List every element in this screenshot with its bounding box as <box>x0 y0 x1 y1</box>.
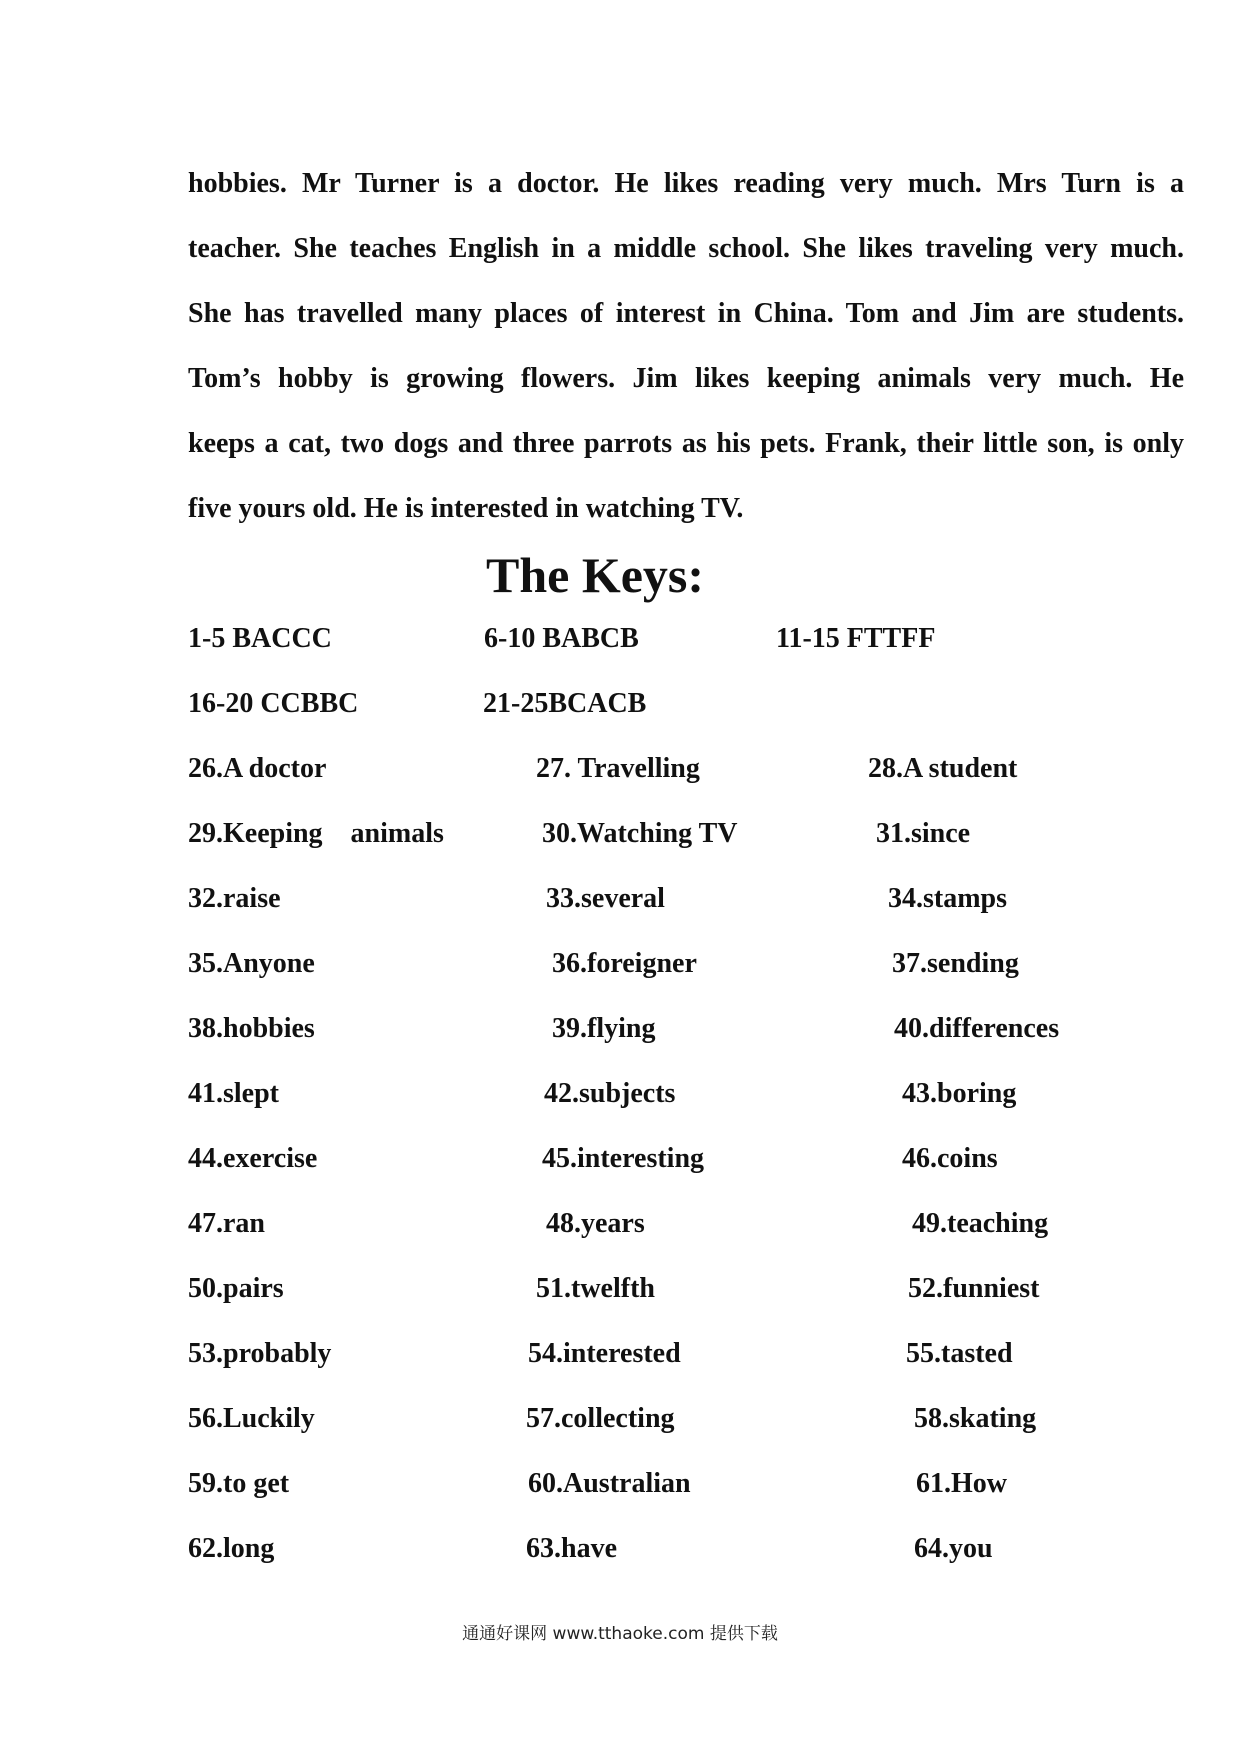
answer-row <box>0 1069 1240 1119</box>
answer-item: 39.flying <box>552 1013 656 1044</box>
answer-item: 21-25BCACB <box>483 688 647 719</box>
answer-item: 31.since <box>876 818 971 849</box>
answer-item: 41.slept <box>188 1078 279 1109</box>
answer-item: 43.boring <box>902 1078 1017 1109</box>
answer-row <box>0 614 1240 664</box>
answer-item: 62.long <box>188 1533 275 1564</box>
passage-line: She has travelled many places of interest in China. Tom and Jim are students. <box>188 298 1184 329</box>
answer-item: 64.you <box>914 1533 993 1564</box>
answer-item: 52.funniest <box>908 1273 1040 1304</box>
answer-item: 36.foreigner <box>552 948 697 979</box>
answer-row <box>0 744 1240 794</box>
passage-line: hobbies. Mr Turner is a doctor. He likes reading very much. Mrs Turn is a <box>188 168 1184 199</box>
answer-row <box>0 1134 1240 1184</box>
answer-item: 55.tasted <box>906 1338 1013 1369</box>
answer-row <box>0 939 1240 989</box>
answer-item: 1-5 BACCC <box>188 623 332 654</box>
answer-row <box>0 1264 1240 1314</box>
answer-row <box>0 1394 1240 1444</box>
answer-item: 34.stamps <box>888 883 1008 914</box>
answer-item: 54.interested <box>528 1338 681 1369</box>
footer-source-note: 通通好课网 www.tthaoke.com 提供下载 <box>462 1624 778 1644</box>
answer-item: 49.teaching <box>912 1208 1049 1239</box>
answer-item: 11-15 FTTFF <box>776 623 936 654</box>
answer-item: 42.subjects <box>544 1078 676 1109</box>
answer-item: 58.skating <box>914 1403 1037 1434</box>
answer-row <box>0 1199 1240 1249</box>
answer-item: 56.Luckily <box>188 1403 315 1434</box>
answer-item: 6-10 BABCB <box>484 623 639 654</box>
answer-row <box>0 1004 1240 1054</box>
answer-item: 44.exercise <box>188 1143 318 1174</box>
answer-item: 16-20 CCBBC <box>188 688 359 719</box>
answer-item: 40.differences <box>894 1013 1060 1044</box>
answer-item: 37.sending <box>892 948 1019 979</box>
answer-item: 32.raise <box>188 883 281 914</box>
answer-item: 47.ran <box>188 1208 265 1239</box>
answer-item: 48.years <box>546 1208 645 1239</box>
answer-row <box>0 679 1240 729</box>
reading-passage <box>188 156 1184 546</box>
answer-row <box>0 874 1240 924</box>
answer-item: 30.Watching TV <box>542 818 738 849</box>
passage-line: five yours old. He is interested in watching TV. <box>188 493 744 524</box>
answer-row <box>0 1459 1240 1509</box>
answer-item: 60.Australian <box>528 1468 691 1499</box>
passage-line: keeps a cat, two dogs and three parrots as his pets. Frank, their little son, is only <box>188 428 1184 459</box>
answer-item: 38.hobbies <box>188 1013 315 1044</box>
answer-item: 57.collecting <box>526 1403 675 1434</box>
answer-item: 35.Anyone <box>188 948 315 979</box>
answer-item: 50.pairs <box>188 1273 284 1304</box>
answer-item: 33.several <box>546 883 665 914</box>
answer-item: 29.Keeping animals <box>188 818 444 849</box>
answer-row <box>0 1329 1240 1379</box>
answer-item: 46.coins <box>902 1143 998 1174</box>
answer-item: 59.to get <box>188 1468 290 1499</box>
answer-item: 61.How <box>916 1468 1007 1499</box>
answer-row <box>0 1524 1240 1574</box>
answer-item: 53.probably <box>188 1338 332 1369</box>
answer-item: 51.twelfth <box>536 1273 655 1304</box>
answer-item: 27. Travelling <box>536 753 700 784</box>
answer-item: 45.interesting <box>542 1143 705 1174</box>
answer-row <box>0 809 1240 859</box>
passage-line: teacher. She teaches English in a middle school. She likes traveling very much. <box>188 233 1184 264</box>
answer-item: 63.have <box>526 1533 617 1564</box>
passage-line: Tom’s hobby is growing flowers. Jim likes keeping animals very much. He <box>188 363 1184 394</box>
keys-title: The Keys: <box>485 547 705 603</box>
answer-item: 28.A student <box>868 753 1018 784</box>
answer-item: 26.A doctor <box>188 753 327 784</box>
